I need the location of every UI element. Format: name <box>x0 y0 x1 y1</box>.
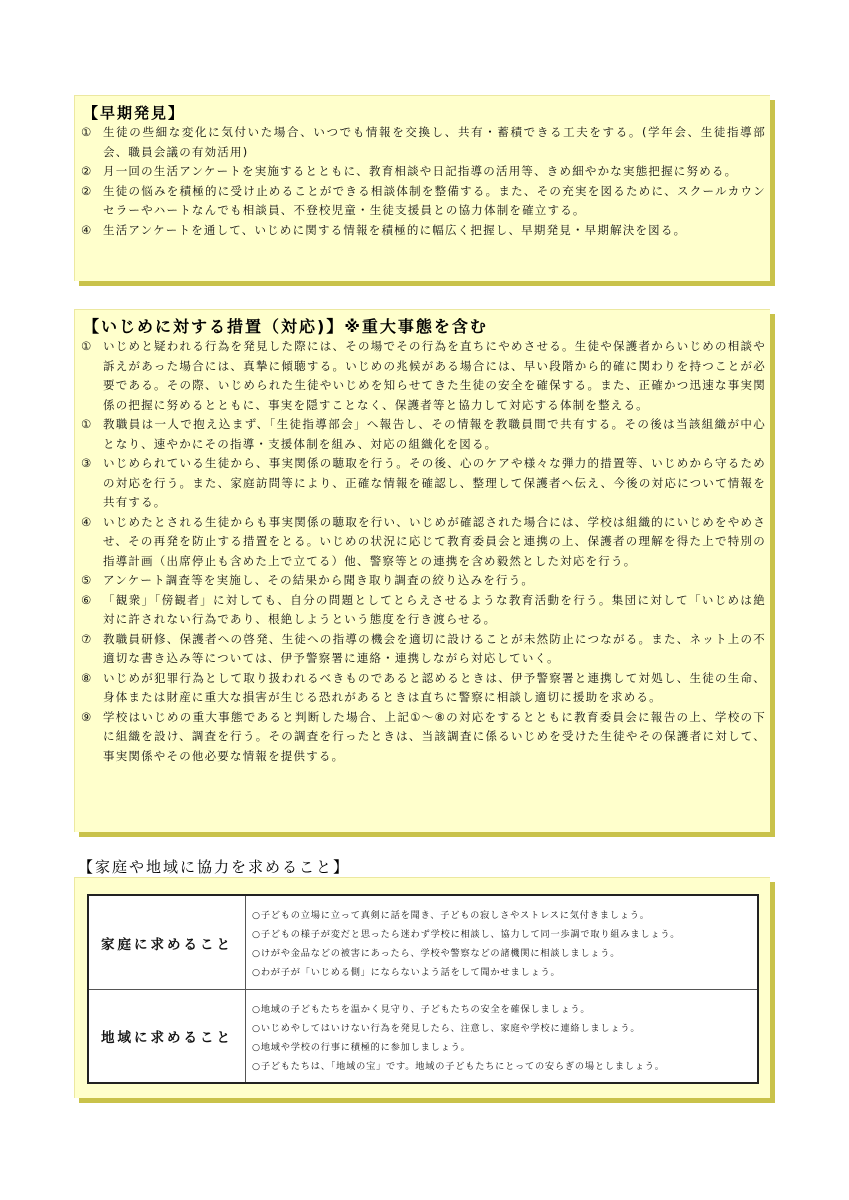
community-request-line: ○地域の子どもたちを温かく見守り、子どもたちの安全を確保しましょう。 <box>252 1004 591 1015</box>
home-request-line: ○わが子が「いじめる側」にならないよう話をして聞かせましょう。 <box>252 967 561 978</box>
item-text: いじめられている生徒から、事実関係の聴取を行う。その後、心のケアや様々な弾力的措置等、いじめから守るための対応を行う。また、家庭訪問等により、正確な情報を確認し、整理して保護者へ伝え、今後の対応について情報を共有する。 <box>103 456 766 509</box>
item-text: いじめと疑われる行為を発見した際には、その場でその行為を直ちにやめさせる。生徒や保護者からいじめの相談や訴えがあった場合には、真摯に傾聴する。いじめの兆候がある場合には、早い段階から的確に関わりを持つことが必要である。その際、いじめられた生徒やいじめを知らせてきた生徒の安全を確保する。また、正確かつ迅速な事実関係の把握に努めるとともに、事実を隠すことなく、保護者等と協力して対応する体制を整える。 <box>103 339 766 412</box>
item-number: ⑥ <box>81 592 93 607</box>
measure-item <box>81 669 766 708</box>
measure-item <box>81 454 766 513</box>
community-row-lines <box>252 1000 753 1076</box>
community-row-label: 地域に求めること <box>89 990 246 1082</box>
home-row-label: 家庭に求めること <box>89 896 246 989</box>
item-number: ③ <box>81 456 93 470</box>
early-detection-box <box>74 95 770 281</box>
measure-item <box>81 708 766 767</box>
item-number: ⑦ <box>81 631 93 646</box>
measure-item <box>81 337 766 415</box>
home-request-line: ○子どもの立場に立って真剣に話を聞き、子どもの寂しさやストレスに気付きましょう。 <box>252 910 650 921</box>
item-number: ⑨ <box>81 709 93 724</box>
item-number: ① <box>81 339 93 353</box>
home-request-line: ○子どもの様子が変だと思ったら迷わず学校に相談し、協力して同一歩調で取り組みましょう。 <box>252 929 681 940</box>
early-detection-title: 【早期発見】 <box>83 104 186 122</box>
item-number: ① <box>81 125 93 139</box>
item-text: いじめたとされる生徒からも事実関係の聴取を行い、いじめが確認された場合には、学校は組織的にいじめをやめさせ、その再発を防止する措置をとる。いじめの状況に応じて教育委員会と連携の上、保護者の理解を得た上で特別の指導計画（出席停止も含めた上で立てる）他、警察等との連携を含め毅然とした対応を行う。 <box>103 514 766 568</box>
measure-item <box>81 571 766 591</box>
measure-item <box>81 591 766 630</box>
community-request-line: ○地域や学校の行事に積極的に参加しましょう。 <box>252 1042 471 1053</box>
bullying-measures-box <box>74 309 770 832</box>
early-detection-item <box>81 162 766 182</box>
cooperation-heading: 【家庭や地域に協力を求めること】 <box>78 858 351 876</box>
community-row <box>89 990 757 1082</box>
bullying-measures-list <box>81 337 766 766</box>
item-number: ② <box>81 183 93 198</box>
item-text: 月一回の生活アンケートを実施するとともに、教育相談や日記指導の活用等、きめ細やかな実態把握に努める。 <box>103 164 738 178</box>
item-text: 生活アンケートを通して、いじめに関する情報を積極的に幅広く把握し、早期発見・早期解決を図る。 <box>103 222 687 237</box>
item-number: ⑧ <box>81 670 93 685</box>
early-detection-list <box>81 123 766 240</box>
item-text: 学校はいじめの重大事態であると判断した場合、上記①～⑧の対応をするとともに教育委員会に報告の上、学校の下に組織を設け、調査を行う。その調査を行ったときは、当該調査に係るいじめを受けた生徒やその保護者に対して、事実関係やその他必要な情報を提供する。 <box>103 709 766 763</box>
community-request-line: ○いじめやしてはいけない行為を発見したら、注意し、家庭や学校に連絡しましょう。 <box>252 1023 641 1034</box>
home-row-lines <box>252 906 753 982</box>
item-text: 生徒の些細な変化に気付いた場合、いつでも情報を交換し、共有・蓄積できる工夫をする。(学年会、生徒指導部会、職員会議の有効活用) <box>103 125 766 159</box>
measure-item <box>81 415 766 454</box>
cooperation-table <box>87 894 759 1084</box>
measure-item <box>81 630 766 669</box>
item-text: アンケート調査等を実施し、その結果から聞き取り調査の絞り込みを行う。 <box>103 573 535 587</box>
item-text: いじめが犯罪行為として取り扱われるべきものであると認めるときは、伊予警察署と連携して対処し、生徒の生命、身体または財産に重大な損害が生じる恐れがあるときは直ちに警察に相談し適切に援助を求める。 <box>103 670 766 704</box>
early-detection-item <box>81 182 766 221</box>
bullying-measures-title: 【いじめに対する措置（対応)】※重大事態を含む <box>83 317 488 336</box>
measure-item <box>81 513 766 572</box>
item-text: 生徒の悩みを積極的に受け止めることができる相談体制を整備する。また、その充実を図るために、スクールカウンセラーやハートなんでも相談員、不登校児童・生徒支援員との協力体制を確立する。 <box>103 183 766 217</box>
community-request-line: ○子どもたちは、「地域の宝」です。地域の子どもたちにとっての安らぎの場としましょう。 <box>252 1061 665 1072</box>
early-detection-item <box>81 123 766 162</box>
item-number: ⑤ <box>81 573 93 587</box>
item-text: 教職員研修、保護者への啓発、生徒への指導の機会を適切に設けることが未然防止につながる。また、ネット上の不適切な書き込み等については、伊予警察署に連絡・連携しながら対応していく。 <box>103 631 766 665</box>
item-text: 教職員は一人で抱え込まず、｢生徒指導部会」へ報告し、その情報を教職員間で共有する。その後は当該組織が中心となり、速やかにその指導・支援体制を組み、対応の組織化を図る。 <box>103 417 766 451</box>
early-detection-item <box>81 221 766 241</box>
item-number: ① <box>81 417 93 431</box>
home-request-line: ○けがや金品などの被害にあったら、学校や警察などの諸機関に相談しましょう。 <box>252 948 621 959</box>
item-number: ④ <box>81 222 93 237</box>
home-row <box>89 896 757 990</box>
item-number: ④ <box>81 514 93 529</box>
item-number: ② <box>81 164 93 178</box>
cooperation-box <box>74 877 770 1098</box>
item-text: 「観衆」｢傍観者」に対しても、自分の問題としてとらえさせるような教育活動を行う。集団に対して「いじめは絶対に許されない行為であり、根絶しようという態度を行き渡らせる。 <box>103 592 766 626</box>
